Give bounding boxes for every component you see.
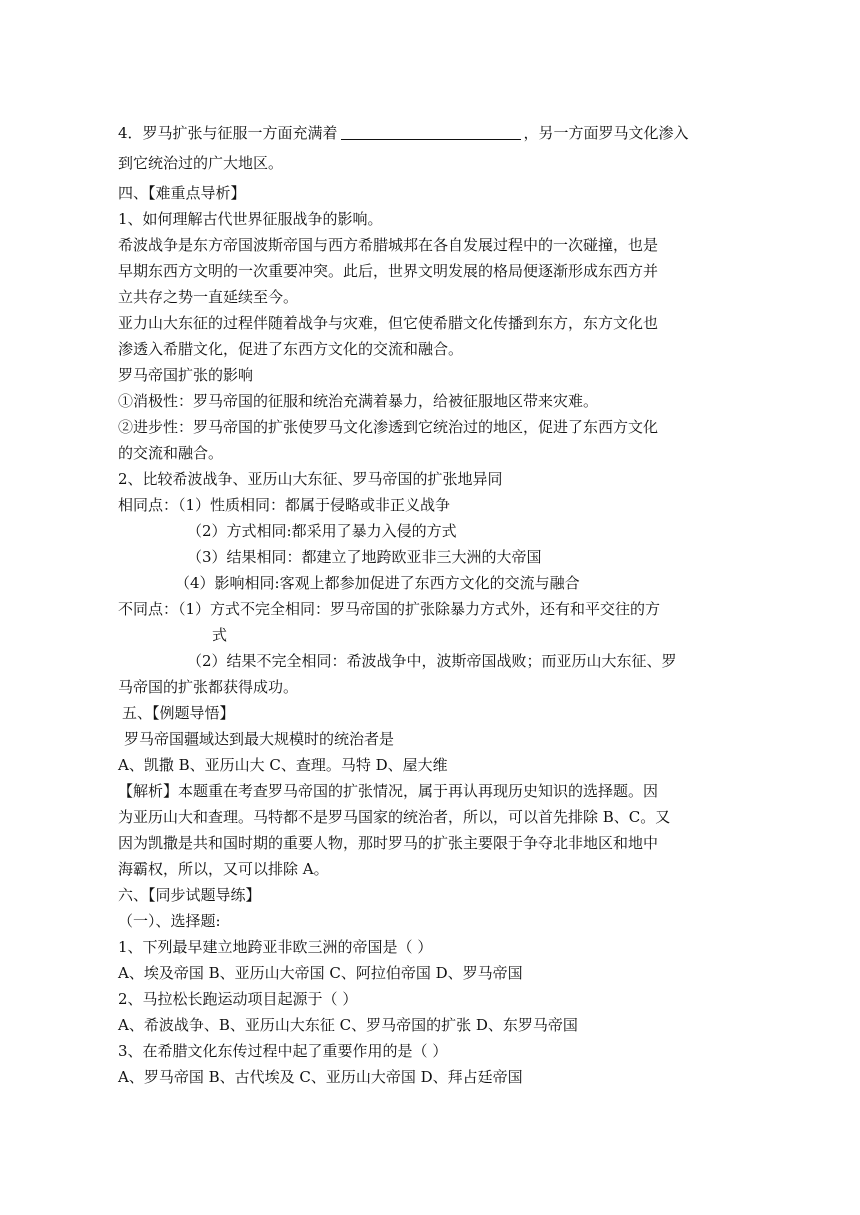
section4-p1-title: 1、如何理解古代世界征服战争的影响。 xyxy=(118,210,383,228)
q4-line-2: 到它统治过的广大地区。 xyxy=(118,154,284,172)
quiz-item: A、希波战争、B、亚历山大东征 C、罗马帝国的扩张 D、东罗马帝国 xyxy=(118,1016,578,1034)
same-point: 相同点：（1）性质相同：都属于侵略或非正义战争 xyxy=(118,496,451,514)
diff-point: 式 xyxy=(212,626,228,644)
rome-positive-line: ②进步性：罗马帝国的扩张使罗马文化渗透到它统治过的地区，促进了东西方文化 xyxy=(118,418,659,436)
quiz-item: A、埃及帝国 B、亚历山大帝国 C、阿拉伯帝国 D、罗马帝国 xyxy=(118,964,523,982)
quiz-item: A、罗马帝国 B、古代埃及 C、亚历山大帝国 D、拜占廷帝国 xyxy=(118,1068,523,1086)
diff-point: （2）结果不完全相同：希波战争中，波斯帝国战败；而亚历山大东征、罗 xyxy=(187,652,677,670)
q4-text-after: ，另一方面罗马文化渗入 xyxy=(523,124,689,142)
analysis-line: 为亚历山大和查理。马特都不是罗马国家的统治者，所以，可以首先排除 B、C。又 xyxy=(118,808,671,826)
quiz-item: 2、马拉松长跑运动项目起源于（ ） xyxy=(118,990,358,1008)
section4-p2-title: 2、比较希波战争、亚历山大东征、罗马帝国的扩张地异同 xyxy=(118,470,503,488)
paragraph-line: 希波战争是东方帝国波斯帝国与西方希腊城邦在各自发展过程中的一次碰撞，也是 xyxy=(118,236,659,254)
same-point: （2）方式相同:都采用了暴力入侵的方式 xyxy=(187,522,457,540)
section4-heading: 四、【难重点导析】 xyxy=(118,184,246,202)
section5-heading: 五、【例题导悟】 xyxy=(122,704,235,722)
same-point: （4）影响相同:客观上都参加促进了东西方文化的交流与融合 xyxy=(175,574,580,592)
section6-sub: （一）、选择题: xyxy=(118,912,221,930)
paragraph-line: 立共存之势一直延续至今。 xyxy=(118,288,299,306)
analysis-line: 海霸权，所以，又可以排除 A。 xyxy=(118,860,329,878)
paragraph-line: 亚力山大东征的过程伴随着战争与灾难，但它使希腊文化传播到东方，东方文化也 xyxy=(118,314,659,332)
example-options: A、凯撒 B、亚历山大 C、查理。马特 D、屋大维 xyxy=(118,756,448,774)
paragraph-line: 渗透入希腊文化，促进了东西方文化的交流和融合。 xyxy=(118,340,464,358)
diff-point: 不同点：（1）方式不完全相同：罗马帝国的扩张除暴力方式外，还有和平交往的方 xyxy=(118,600,661,618)
q4-line-1 xyxy=(118,120,689,146)
quiz-item: 3、在希腊文化东传过程中起了重要作用的是（ ） xyxy=(118,1042,448,1060)
paragraph-line: 早期东西方文明的一次重要冲突。此后，世界文明发展的格局便逐渐形成东西方并 xyxy=(118,262,659,280)
rome-negative: ①消极性：罗马帝国的征服和统治充满着暴力，给被征服地区带来灾难。 xyxy=(118,392,599,410)
example-question: 罗马帝国疆域达到最大规模时的统治者是 xyxy=(124,730,395,748)
rome-positive-line: 的交流和融合。 xyxy=(118,444,224,462)
section6-heading: 六、【同步试题导练】 xyxy=(118,886,261,904)
rome-impact-title: 罗马帝国扩张的影响 xyxy=(118,366,254,384)
q4-text-before: 4．罗马扩张与征服一方面充满着 xyxy=(118,124,338,142)
quiz-item: 1、下列最早建立地跨亚非欧三洲的帝国是（ ） xyxy=(118,938,433,956)
analysis-line: 因为凯撒是共和国时期的重要人物，那时罗马的扩张主要限于争夺北非地区和地中 xyxy=(118,834,659,852)
diff-point: 马帝国的扩张都获得成功。 xyxy=(118,678,299,696)
same-point: （3）结果相同：都建立了地跨欧亚非三大洲的大帝国 xyxy=(187,548,542,566)
analysis-line: 【解析】本题重在考查罗马帝国的扩张情况，属于再认再现历史知识的选择题。因 xyxy=(118,782,659,800)
fill-in-blank xyxy=(341,123,521,140)
